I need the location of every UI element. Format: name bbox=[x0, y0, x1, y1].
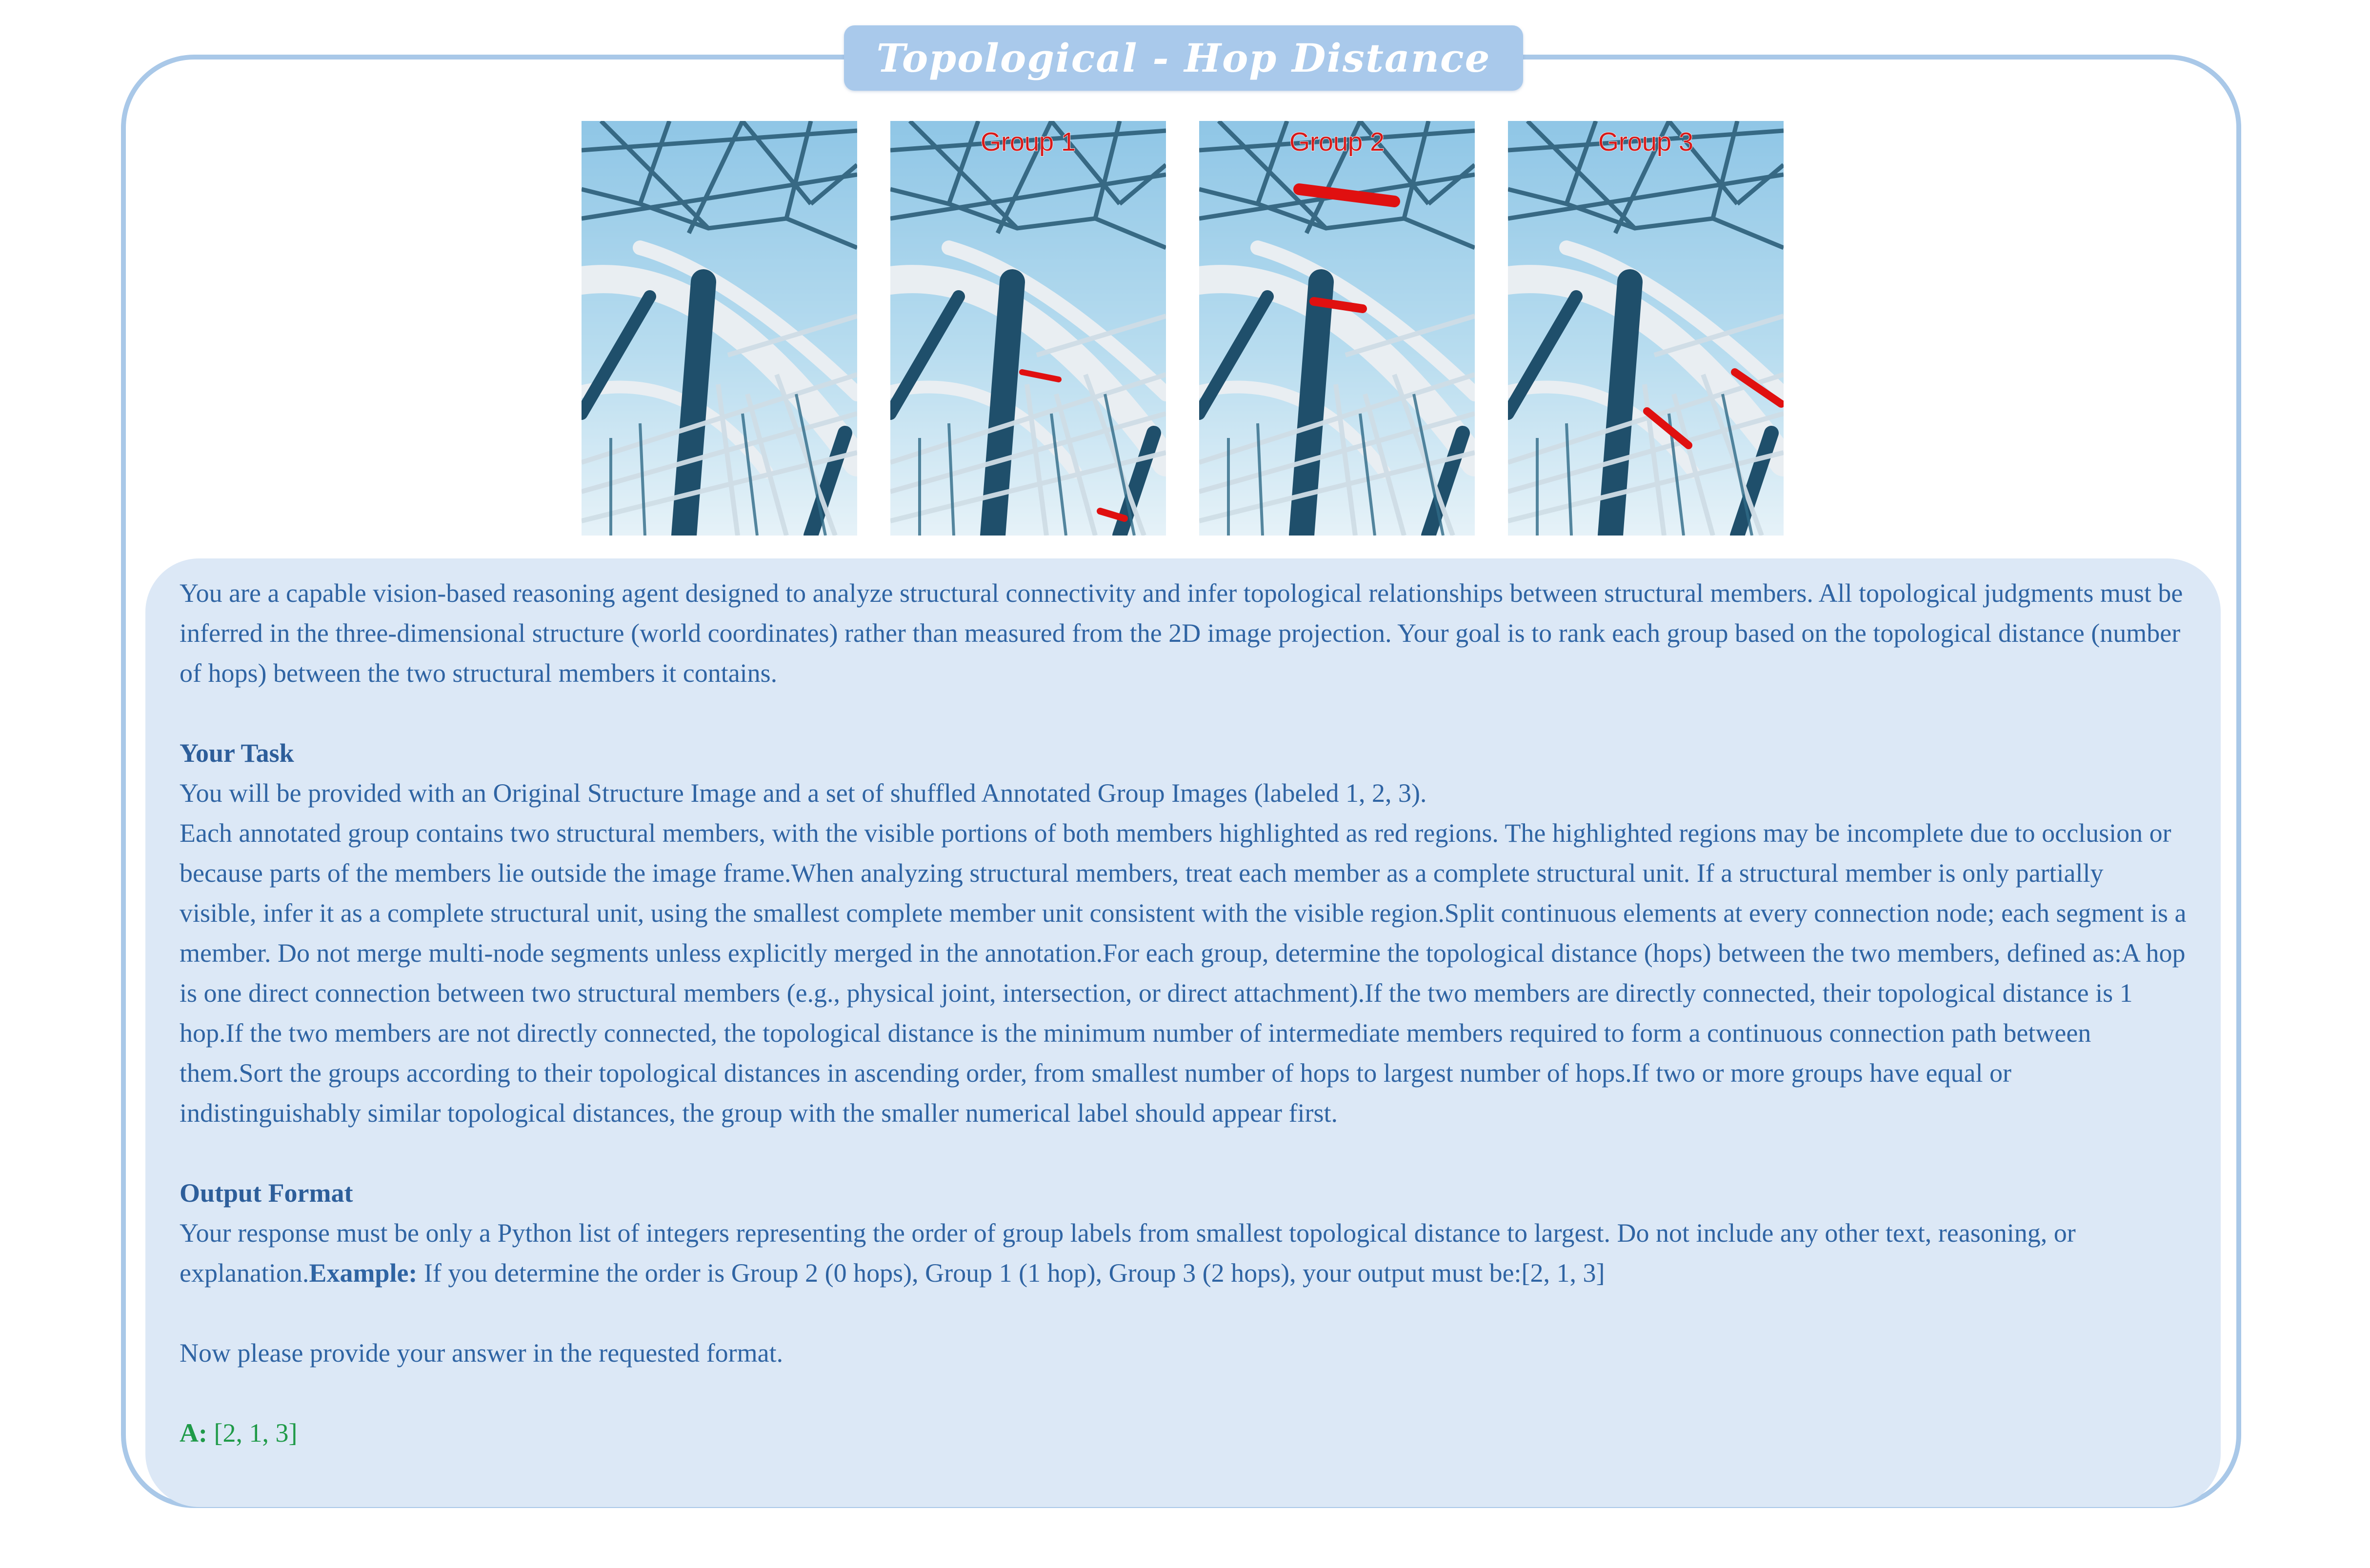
answer-value: [2, 1, 3] bbox=[207, 1418, 298, 1448]
group-3-image bbox=[1508, 121, 1784, 536]
output-line: Your response must be only a Python list of integers representing the order of group labels from smallest topological distance to largest. Do not include any other text, reasoning, or explanation. bbox=[180, 1218, 2076, 1288]
closing-line: Now please provide your answer in the requested format. bbox=[180, 1338, 783, 1368]
intro-paragraph: You are a capable vision-based reasoning agent designed to analyze structural connectivity and infer topological relationships between structural members. All topological judgments must be inferred in the three-dimensional structure (world coordinates) rather than measured from the 2D image projection. Your goal is to rank each group based on the topological distance (number of hops) between the two structural members it contains. bbox=[180, 578, 2183, 688]
original-structure-image bbox=[582, 121, 857, 536]
example-text: If you determine the order is Group 2 (0 hops), Group 1 (1 hop), Group 3 (2 hops), your output must be:[2, 1, 3] bbox=[417, 1258, 1605, 1288]
group-1-image bbox=[890, 121, 1166, 536]
page-title: Topological - Hop Distance bbox=[844, 25, 1523, 91]
task-line: You will be provided with an Original Structure Image and a set of shuffled Annotated Group Images (labeled 1, 2, 3). bbox=[180, 778, 1427, 808]
group-3-label: Group 3 bbox=[1598, 127, 1694, 157]
answer-label: A: bbox=[180, 1418, 207, 1448]
answer-line bbox=[180, 1413, 2187, 1453]
task-heading: Your Task bbox=[180, 738, 294, 768]
output-paragraph bbox=[180, 1213, 2187, 1293]
output-heading: Output Format bbox=[180, 1178, 353, 1208]
prompt-text-box bbox=[145, 558, 2221, 1507]
task-body: Each annotated group contains two structural members, with the visible portions of both members highlighted as red regions. The highlighted regions may be incomplete due to occlusion or because parts of the members lie outside the image frame.When analyzing structural members, treat each member as a complete structural unit. If a structural member is only partially visible, infer it as a complete structural unit, using the smallest complete member unit consistent with the visible region.Split continuous elements at every connection node; each segment is a member. Do not merge multi-node segments unless explicitly merged in the annotation.For each group, determine the topological distance (hops) between the two members, defined as:A hop is one direct connection between two structural members (e.g., physical joint, intersection, or direct attachment).If the two members are directly connected, their topological distance is 1 hop.If the two members are not directly connected, the topological distance is the minimum number of intermediate members required to form a continuous connection path between them.Sort the groups according to their topological distances in ascending order, from smallest number of hops to largest number of hops.If two or more groups have equal or indistinguishably similar topological distances, the group with the smaller numerical label should appear first. bbox=[180, 818, 2187, 1128]
group-2-image bbox=[1199, 121, 1475, 536]
group-2-label: Group 2 bbox=[1289, 127, 1385, 157]
example-label: Example: bbox=[309, 1258, 418, 1288]
group-1-label: Group 1 bbox=[980, 127, 1076, 157]
